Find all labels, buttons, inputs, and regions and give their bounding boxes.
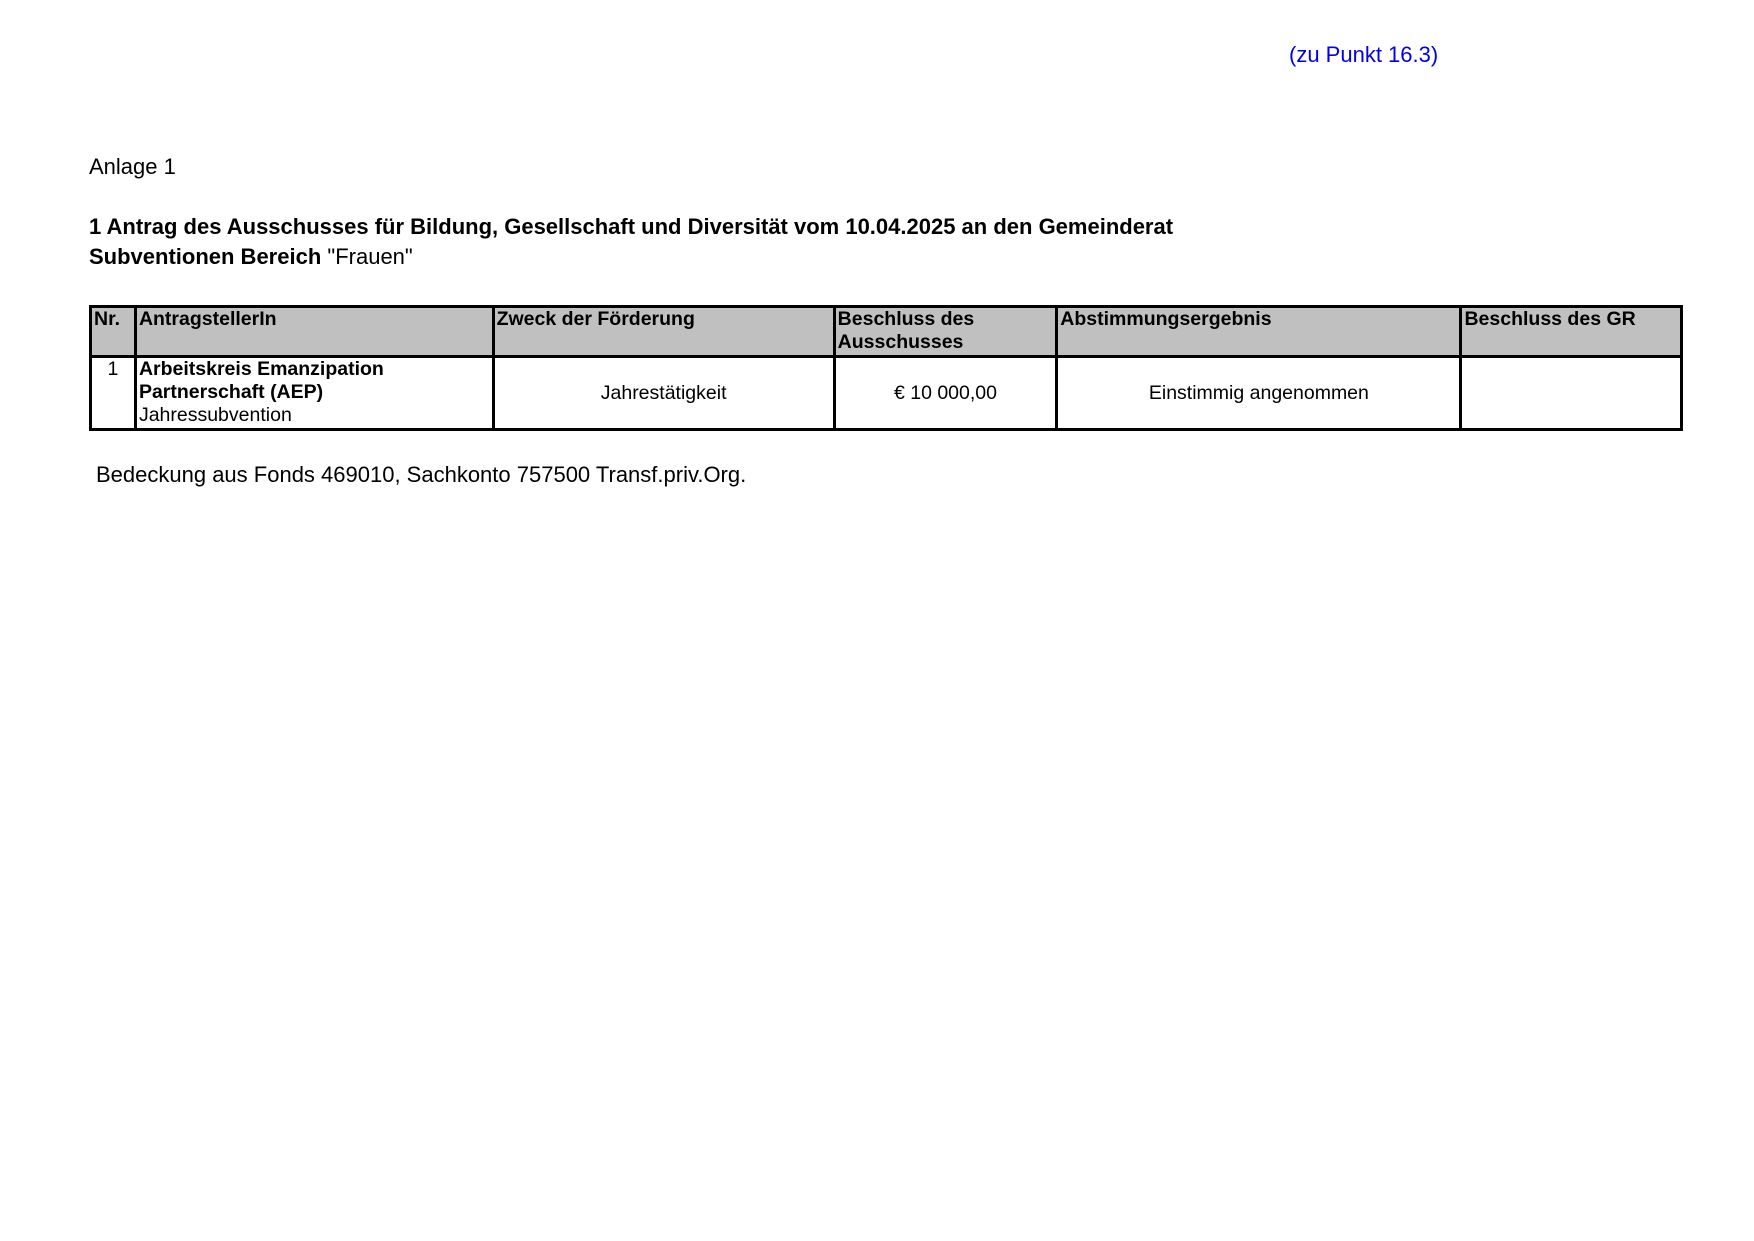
cell-nr: 1 (91, 357, 136, 430)
cell-vote: Einstimmig angenommen (1057, 357, 1461, 430)
table-header-row (91, 307, 1682, 357)
header-purpose: Zweck der Förderung (493, 307, 834, 357)
applicant-subtype: Jahressubvention (138, 404, 292, 426)
header-applicant: AntragstellerIn (135, 307, 493, 357)
header-gr-decision: Beschluss des GR (1461, 307, 1682, 357)
subsidy-table (89, 305, 1683, 431)
subheading-rest: "Frauen" (321, 244, 413, 269)
subheading-bold: Subventionen Bereich (89, 244, 322, 269)
header-vote-result: Abstimmungsergebnis (1057, 307, 1461, 357)
header-committee-decision: Beschluss des Ausschusses (834, 307, 1057, 357)
document-heading: 1 Antrag des Ausschusses für Bildung, Gesellschaft und Diversität vom 10.04.2025 an den Gemeinderat (89, 214, 1174, 239)
agenda-reference: (zu Punkt 16.3) (1289, 42, 1439, 67)
cell-purpose: Jahrestätigkeit (493, 357, 834, 430)
applicant-name: Arbeitskreis Emanzipation Partnerschaft (AEP) (138, 358, 384, 403)
table-row (91, 357, 1682, 430)
attachment-label: Anlage 1 (89, 154, 176, 179)
header-nr: Nr. (91, 307, 136, 357)
cell-applicant (135, 357, 493, 430)
cell-amount: € 10 000,00 (834, 357, 1057, 430)
coverage-note: Bedeckung aus Fonds 469010, Sachkonto 757500 Transf.priv.Org. (96, 462, 747, 487)
document-subheading (89, 244, 413, 270)
cell-gr-decision (1461, 357, 1682, 430)
